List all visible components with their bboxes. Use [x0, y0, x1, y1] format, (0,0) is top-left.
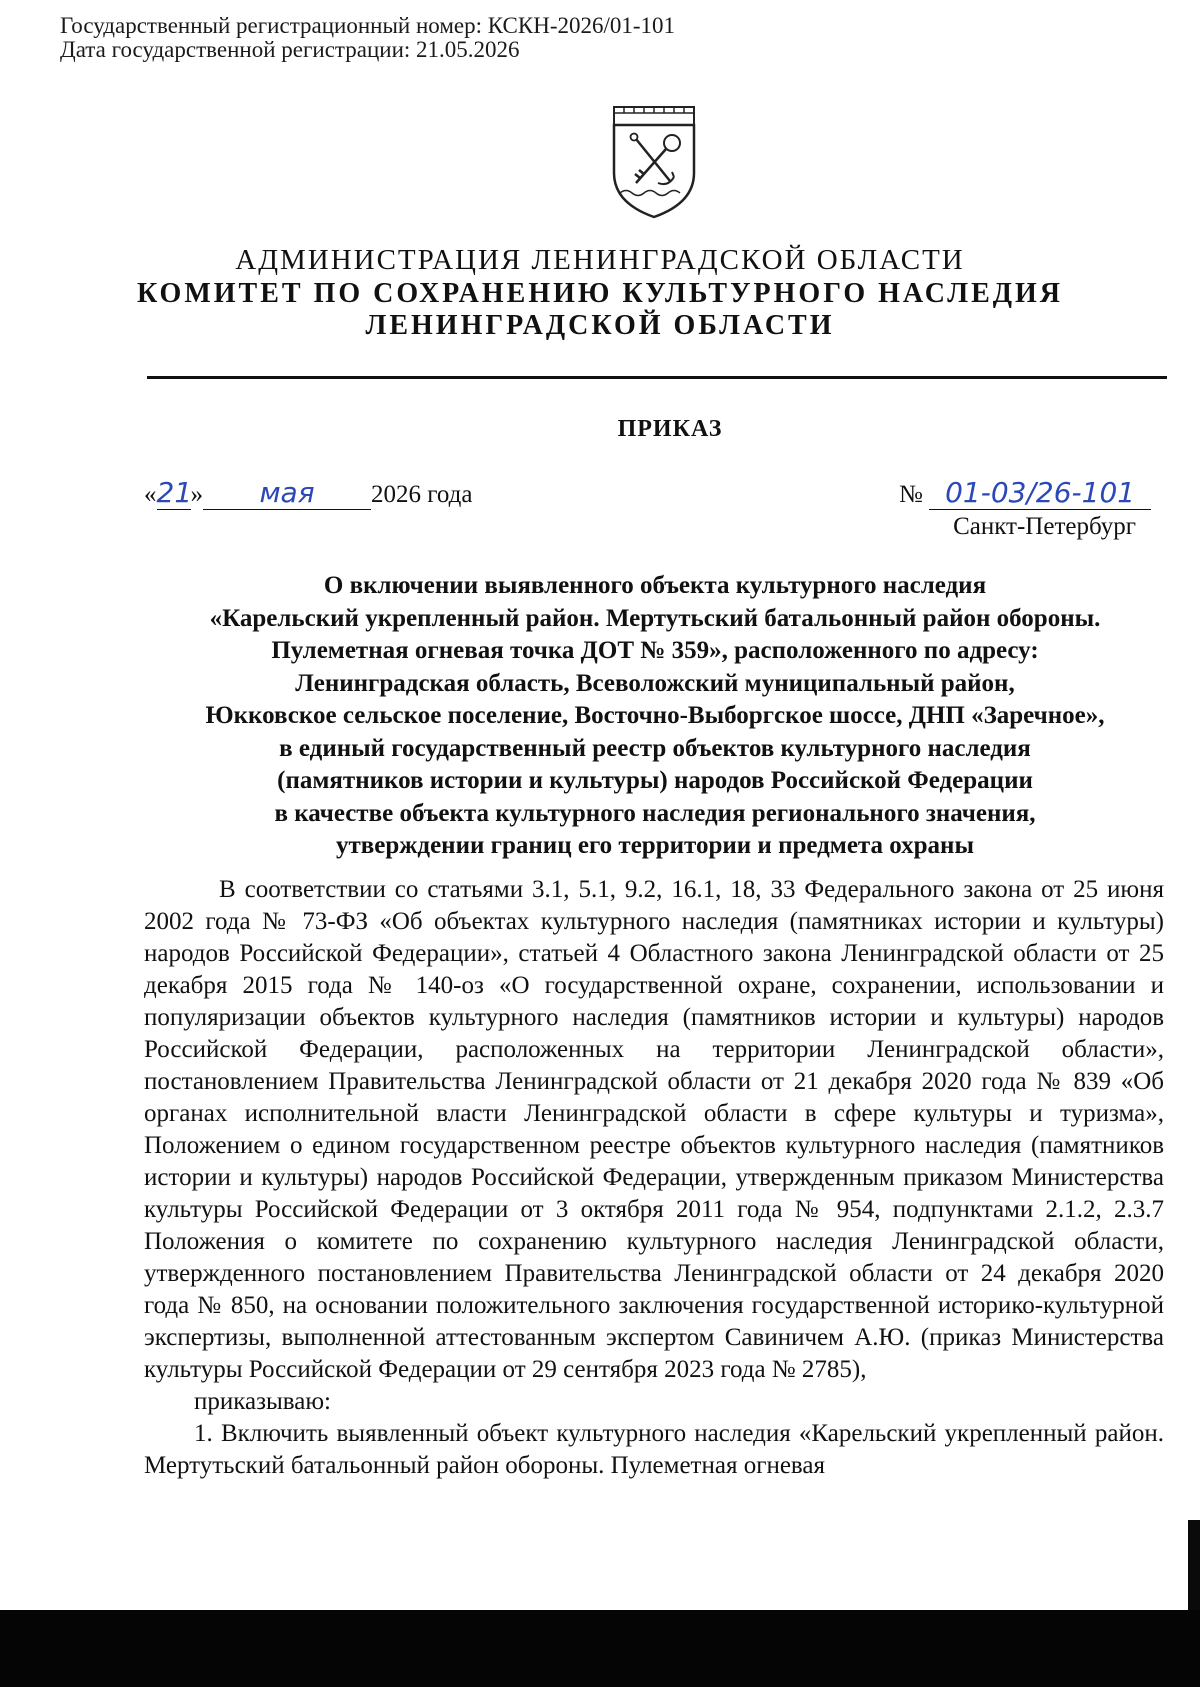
- header-divider: [147, 376, 1167, 379]
- date-day: 21: [156, 476, 193, 509]
- title-line: (памятников истории и культуры) народов Российской Федерации: [277, 767, 1033, 794]
- order-body: [144, 874, 1164, 1482]
- title-line: в качестве объекта культурного наследия регионального значения,: [274, 799, 1036, 827]
- registration-number: Государственный регистрационный номер: КСКН-2026/01-101: [60, 13, 676, 38]
- date-year: 2026 года: [371, 481, 473, 508]
- date-month: мая: [203, 476, 371, 510]
- number-value: 01-03/26-101: [929, 476, 1151, 510]
- scan-bottom-border: [0, 1610, 1200, 1687]
- title-line: Пулеметная огневая точка ДОТ № 359», расположенного по адресу:: [271, 637, 1039, 664]
- order-item-1: 1. Включить выявленный объект культурного наследия «Карельский укрепленный район. Мертутьский батальонный район обороны. Пулеметная огневая: [144, 1420, 1164, 1479]
- registration-stamp: [60, 14, 675, 62]
- order-city: Санкт-Петербург: [953, 513, 1136, 540]
- title-line: О включении выявленного объекта культурного наследия: [323, 572, 987, 599]
- order-word: приказываю:: [194, 1388, 331, 1415]
- date-open-quote: «: [144, 481, 157, 508]
- order-title: [140, 570, 1170, 863]
- org-line-administration: АДМИНИСТРАЦИЯ ЛЕНИНГРАДСКОЙ ОБЛАСТИ: [235, 244, 965, 276]
- document-type: ПРИКАЗ: [617, 416, 723, 442]
- order-number: [899, 476, 1151, 510]
- title-line: утверждении границ его территории и предмета охраны: [336, 832, 974, 859]
- title-line: «Карельский укрепленный район. Мертутьский батальонный район обороны.: [209, 604, 1101, 632]
- title-line: в единый государственный реестр объектов культурного наследия: [279, 734, 1031, 762]
- title-line: Ленинградская область, Всеволожский муниципальный район,: [295, 669, 1015, 697]
- registration-date: Дата государственной регистрации: 21.05.2026: [60, 37, 520, 62]
- org-line-committee: КОМИТЕТ ПО СОХРАНЕНИЮ КУЛЬТУРНОГО НАСЛЕДИЯ: [136, 278, 1064, 309]
- coat-of-arms-icon: [608, 103, 700, 221]
- title-line: Юкковское сельское поселение, Восточно-Выборгское шоссе, ДНП «Заречное»,: [205, 702, 1105, 729]
- scan-edge-shadow: [1188, 1520, 1200, 1610]
- org-line-region: ЛЕНИНГРАДСКОЙ ОБЛАСТИ: [365, 310, 835, 341]
- date-close-quote: »: [190, 481, 203, 508]
- order-date: [144, 476, 472, 510]
- preamble-paragraph: В соответствии со статьями 3.1, 5.1, 9.2, 16.1, 18, 33 Федерального закона от 25 июня 2002 года № 73-ФЗ «Об объектах культурного наследия (памятниках истории и культуры) народов Российской Федерации», статьей 4 Областного закона Ленинградской области от 25 декабря 2015 года № 140-оз «О государственной охране, сохранении, использовании и популяризации объектов культурного наследия (памятников истории и культуры) народов Российской Федерации, расположенных на территории Ленинградской области», постановлением Правительства Ленинградской области от 21 декабря 2020 года № 839 «Об органах исполнительной власти Ленинградской области в сфере культуры и туризма», Положением о едином государственном реестре объектов культурного наследия (памятников истории и культуры) народов Российской Федерации, утвержденным приказом Министерства культуры Российской Федерации от 3 октября 2011 года № 954, подпунктами 2.1.2, 2.3.7 Положения о комитете по сохранению культурного наследия Ленинградской области, утвержденного постановлением Правительства Ленинградской области от 24 декабря 2020 года № 850, на основании положительного заключения государственной историко-культурной экспертизы, выполненной аттестованным экспертом Савиничем А.Ю. (приказ Министерства культуры Российской Федерации от 29 сентября 2023 года № 2785),: [144, 876, 1164, 1383]
- number-prefix: №: [899, 481, 923, 508]
